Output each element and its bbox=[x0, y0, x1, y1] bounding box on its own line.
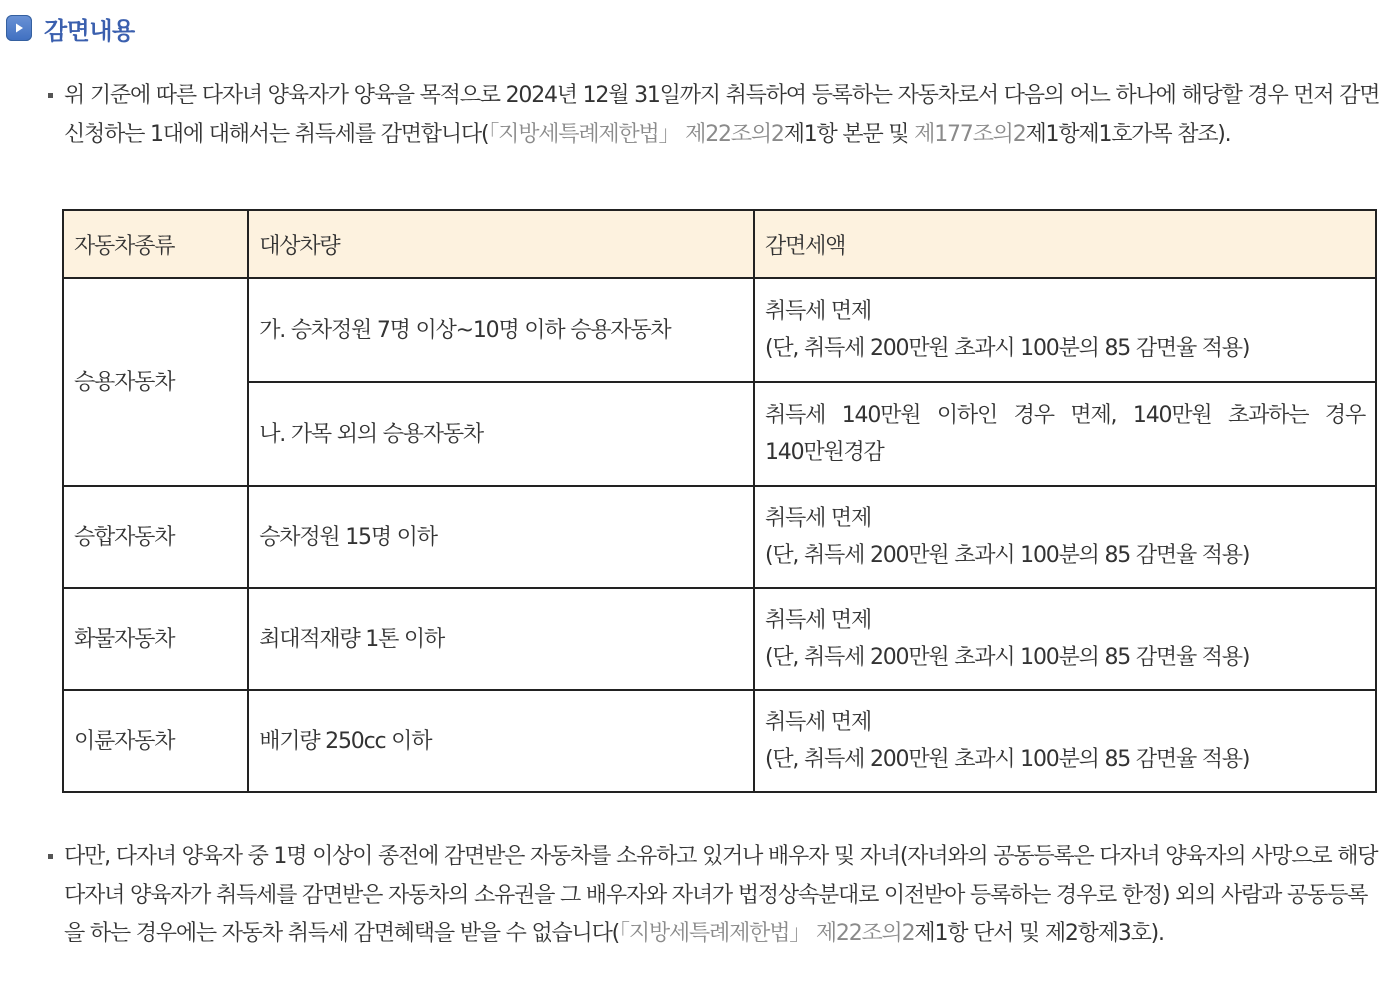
header-reduction-amount: 감면세액 bbox=[754, 210, 1376, 278]
intro-paragraph bbox=[46, 77, 1386, 154]
play-icon-glyph bbox=[13, 22, 25, 34]
amount-line-main: 취득세 면제 bbox=[764, 710, 872, 735]
vehicle-type-cell: 승용자동차 bbox=[63, 278, 248, 486]
amount-line-main: 취득세 면제 bbox=[764, 299, 872, 324]
intro-end-text: 제1항제1호가목 참조). bbox=[1025, 121, 1231, 147]
amount-cell bbox=[754, 690, 1376, 792]
section-heading bbox=[6, 10, 135, 46]
target-cell: 배기량 250cc 이하 bbox=[248, 690, 754, 792]
bullet-icon bbox=[48, 93, 53, 98]
amount-line-detail: (단, 취득세 200만원 초과시 100분의 85 감면율 적용) bbox=[764, 747, 1250, 772]
exception-paragraph bbox=[46, 838, 1386, 954]
table-header-row bbox=[63, 210, 1376, 278]
table-row bbox=[63, 690, 1376, 792]
exception-text: 다만, 다자녀 양육자 중 1명 이상이 종전에 감면받은 자동차를 소유하고 있거나 배우자 및 자녀(자녀와의 공동등록은 다자녀 양육자의 사망으로 해당 다자녀 양육자가 취득세를 감면받은 자동차의 소유권을 그 배우자와 자녀가 법정상속분대로 이전받아 등록하는 경우로 한정) 외의 사람과 공동등록을 하는 경우에는 자동차 취득세 감면혜택을 받을 수 없습니다( bbox=[64, 844, 1378, 946]
amount-line-detail: (단, 취득세 200만원 초과시 100분의 85 감면율 적용) bbox=[764, 543, 1250, 568]
article-reference-link[interactable]: 제177조의2 bbox=[914, 121, 1026, 147]
exception-end-text: 제1항 단서 및 제2항제3호). bbox=[914, 921, 1164, 946]
intro-text: 위 기준에 따른 다자녀 양육자가 양육을 목적으로 2024년 12월 31일까지 취득하여 등록하는 자동차로서 다음의 어느 하나에 해당할 경우 먼저 감면 신청하는 1대에 대해서는 취득세를 감면합니다( bbox=[64, 83, 1380, 147]
amount-cell bbox=[754, 486, 1376, 588]
amount-cell bbox=[754, 382, 1376, 486]
header-vehicle-type: 자동차종류 bbox=[63, 210, 248, 278]
bullet-icon bbox=[48, 854, 53, 859]
table-row bbox=[63, 278, 1376, 382]
amount-line-detail: (단, 취득세 200만원 초과시 100분의 85 감면율 적용) bbox=[764, 336, 1250, 361]
reduction-table bbox=[62, 209, 1377, 793]
law-reference-link[interactable]: 「지방세특례제한법」 제22조의2 bbox=[619, 921, 915, 946]
vehicle-type-cell: 화물자동차 bbox=[63, 588, 248, 690]
play-icon bbox=[6, 15, 32, 41]
law-reference-link[interactable]: 「지방세특례제한법」 제22조의2 bbox=[488, 121, 784, 147]
target-cell: 가. 승차정원 7명 이상~10명 이하 승용자동차 bbox=[248, 278, 754, 382]
amount-line-main: 취득세 면제 bbox=[764, 608, 872, 633]
amount-line-main: 취득세 140만원 이하인 경우 면제, 140만원 초과하는 경우 140만원경감 bbox=[764, 403, 1365, 465]
target-cell: 최대적재량 1톤 이하 bbox=[248, 588, 754, 690]
target-cell: 승차정원 15명 이하 bbox=[248, 486, 754, 588]
header-target-vehicle: 대상차량 bbox=[248, 210, 754, 278]
vehicle-type-cell: 승합자동차 bbox=[63, 486, 248, 588]
intro-mid-text: 제1항 본문 및 bbox=[783, 121, 915, 147]
table-row bbox=[63, 486, 1376, 588]
amount-cell bbox=[754, 588, 1376, 690]
amount-line-detail: (단, 취득세 200만원 초과시 100분의 85 감면율 적용) bbox=[764, 645, 1250, 670]
table-row bbox=[63, 588, 1376, 690]
amount-cell bbox=[754, 278, 1376, 382]
table-row bbox=[63, 382, 1376, 486]
section-title: 감면내용 bbox=[44, 16, 135, 45]
amount-line-main: 취득세 면제 bbox=[764, 506, 872, 531]
target-cell: 나. 가목 외의 승용자동차 bbox=[248, 382, 754, 486]
vehicle-type-cell: 이륜자동차 bbox=[63, 690, 248, 792]
